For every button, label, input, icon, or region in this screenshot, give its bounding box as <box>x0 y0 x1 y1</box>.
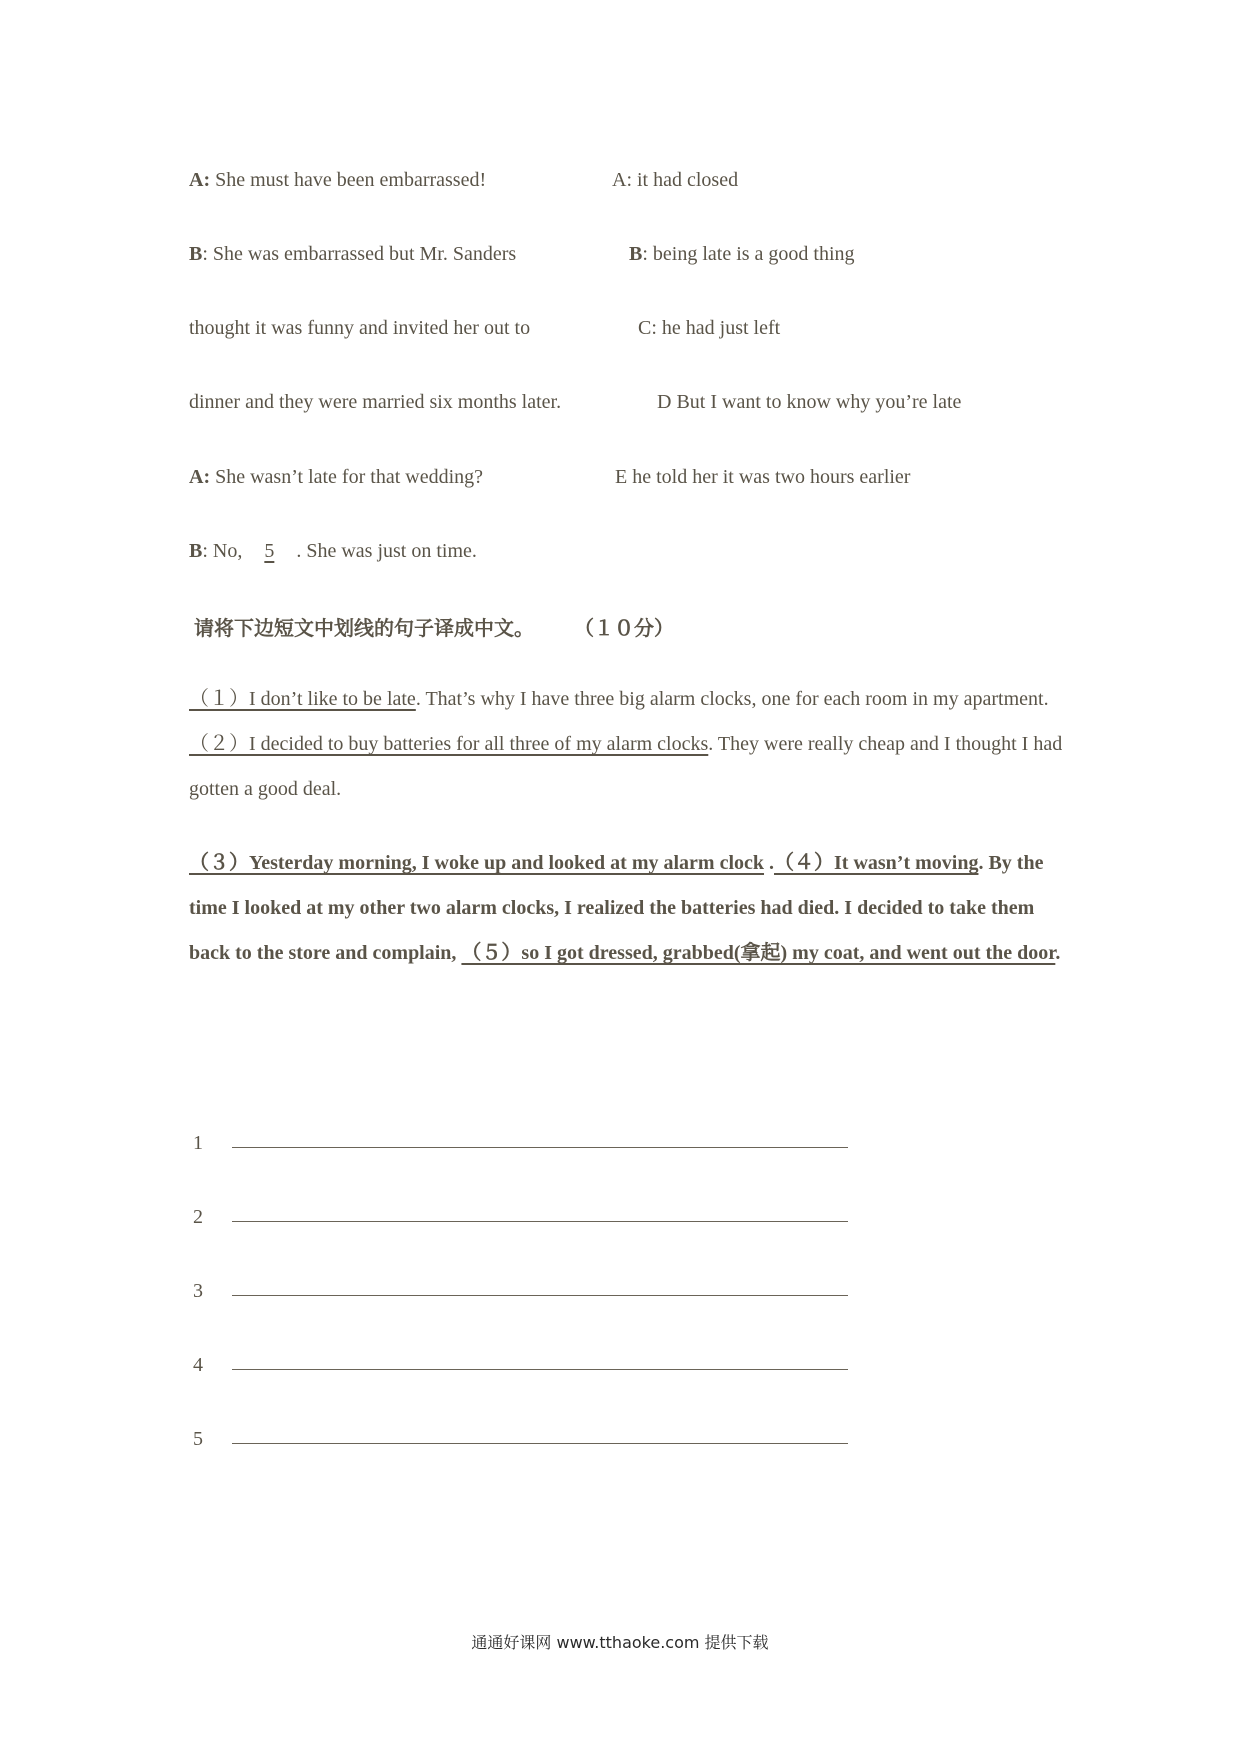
underlined-sentence-2: （２）I decided to buy batteries for all three of my alarm clocks <box>189 733 709 755</box>
answer-line-4[interactable] <box>232 1369 848 1370</box>
answer-number-3: 3 <box>193 1280 203 1302</box>
underlined-sentence-1: （１）I don’t like to be late <box>189 688 416 710</box>
dialogue-text: dinner and they were married six months later. <box>189 391 562 413</box>
passage-text: . They were really cheap and I thought I had gotten a good deal. <box>189 733 1063 800</box>
underlined-sentence-4: （４）It wasn’t moving <box>774 852 979 874</box>
dialogue-line-5 <box>189 465 483 489</box>
section-score: （１０分） <box>574 616 674 640</box>
dialogue-line-4 <box>189 390 561 414</box>
passage-paragraph-2 <box>189 841 1069 976</box>
underlined-sentence-3: （３）Yesterday morning, I woke up and looked at my alarm clock <box>189 852 765 874</box>
section-heading <box>194 612 674 641</box>
answer-blank: 5 <box>264 540 275 562</box>
speaker-label: A: <box>189 466 211 488</box>
answer-number-1: 1 <box>193 1132 203 1154</box>
answer-line-5[interactable] <box>232 1443 848 1444</box>
option-label: C: <box>638 317 662 339</box>
dialogue-text: . She was just on time. <box>291 540 477 562</box>
speaker-label: B <box>189 243 203 265</box>
option-b <box>629 242 855 266</box>
dialogue-text: thought it was funny and invited her out to <box>189 317 531 339</box>
passage-text: . That’s why I have three big alarm clocks, one for each room in my apartment. <box>415 688 1049 710</box>
option-label: A: <box>612 169 637 191</box>
option-text: : being late is a good thing <box>642 243 855 265</box>
dialogue-text: : No, <box>202 540 248 562</box>
option-label: D <box>657 391 677 413</box>
answer-line-2[interactable] <box>232 1221 848 1222</box>
speaker-label: A: <box>189 169 211 191</box>
option-text: he had just left <box>661 317 781 339</box>
option-label: E <box>615 466 633 488</box>
dialogue-line-6 <box>189 539 477 563</box>
dialogue-text: : She was embarrassed but Mr. Sanders <box>202 243 517 265</box>
option-e <box>615 465 910 489</box>
dialogue-line-3 <box>189 316 530 340</box>
dialogue-line-2 <box>189 242 516 266</box>
option-d <box>657 390 961 414</box>
speaker-label: B <box>189 540 203 562</box>
underlined-sentence-5: （５）so I got dressed, grabbed(拿起) my coat, and went out the door <box>461 942 1056 964</box>
answer-number-2: 2 <box>193 1206 203 1228</box>
option-c <box>638 316 780 340</box>
passage-paragraph-1 <box>189 677 1069 812</box>
section-title: 请将下边短文中划线的句子译成中文。 <box>194 616 534 640</box>
option-text: he told her it was two hours earlier <box>632 466 911 488</box>
passage-text: . <box>1055 942 1061 964</box>
page-footer: 通通好课网 www.tthaoke.com 提供下载 <box>471 1633 769 1652</box>
option-label: B <box>629 243 643 265</box>
answer-line-3[interactable] <box>232 1295 848 1296</box>
dialogue-text: She must have been embarrassed! <box>210 169 487 191</box>
answer-number-4: 4 <box>193 1354 203 1376</box>
dialogue-text: She wasn’t late for that wedding? <box>210 466 483 488</box>
option-text: But I want to know why you’re late <box>676 391 962 413</box>
answer-line-1[interactable] <box>232 1147 848 1148</box>
passage-text: . <box>764 852 775 874</box>
option-text: it had closed <box>637 169 739 191</box>
answer-number-5: 5 <box>193 1428 203 1450</box>
dialogue-line-1 <box>189 168 486 192</box>
passage-text: . By the time I looked at my other two alarm clocks, I realized the batteries had died. I decided to take them back to the store and complain, <box>189 852 1044 964</box>
option-a <box>612 168 738 192</box>
